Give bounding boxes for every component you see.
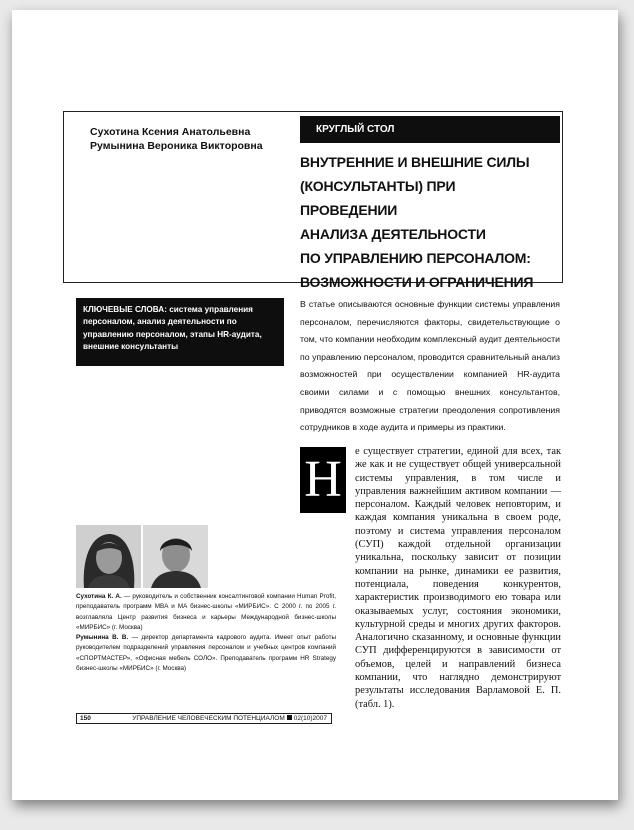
issue-number: 02(10)2007: [293, 715, 327, 722]
square-bullet-icon: [287, 715, 292, 720]
author-name: Румынина Вероника Викторовна: [90, 140, 263, 152]
title-line: АНАЛИЗА ДЕЯТЕЛЬНОСТИ: [300, 226, 486, 242]
title-line: ПО УПРАВЛЕНИЮ ПЕРСОНАЛОМ:: [300, 250, 531, 266]
drop-cap: Н: [300, 447, 346, 513]
bio-entry: [76, 633, 336, 674]
page-footer: [76, 713, 332, 724]
bio-text: — руководитель и собственник консалтинговой компании Human Profit, преподаватель программ MBA и MA бизнес-школы «МИРБИС». С 2000 г. по 2005 г. возглавляла Центр развития бизнеса и карьеры Международной бизнес-школы «МИРБИС» (г. Москва): [76, 593, 336, 631]
rubric-label: КРУГЛЫЙ СТОЛ: [300, 116, 560, 143]
bio-name: Сухотина К. А.: [76, 593, 122, 600]
title-line: ВОЗМОЖНОСТИ И ОГРАНИЧЕНИЯ: [300, 274, 534, 290]
body-column: [355, 445, 561, 711]
journal-name: УПРАВЛЕНИЕ ЧЕЛОВЕЧЕСКИМ ПОТЕНЦИАЛОМ: [132, 715, 285, 722]
author-photo-rumynina: [143, 525, 208, 588]
title-line: (КОНСУЛЬТАНТЫ) ПРИ ПРОВЕДЕНИИ: [300, 178, 456, 218]
title-line: ВНУТРЕННИЕ И ВНЕШНИЕ СИЛЫ: [300, 154, 530, 170]
bio-text: — директор департамента кадрового аудита. Имеет опыт работы руководителем подразделений управления персоналом и учебных центров компаний «СПОРТМАСТЕР», «Офисная мебель СОЛО». Преподаватель программ HR Strategy бизнес-школы «МИРБИС» (г. Москва): [76, 634, 336, 673]
body-paragraph: е существует стратегии, единой для всех, так же как и не существует общей универсальной системы управления, в том числе и управления важнейшим активом компании — персоналом. Каждый человек неповторим, и каждая компания уникальна в своем роде, поэтому и система управления персоналом (СУП) каждой отдельной организации уникальна, поскольку зависит от позиции компании на рынке, динамики ее развития, потенциала, поведения конкурентов, характеристик производимого ею товара или оказываемых услуг, состояния экономики, культурной среды и многих других факторов. Аналогично сказанному, и основные функции СУП дифференцируются в зависимости от объемов, целей и направлений бизнеса компании, что наглядно демонстрируют результаты исследования Варламовой Е. П. (табл. 1).: [355, 446, 561, 710]
bio-entry: [76, 592, 336, 633]
article-title: [300, 150, 555, 294]
author-photo-sukhotina: [76, 525, 141, 588]
bio-name: Румынина В. В.: [76, 634, 129, 642]
journal-info: [132, 714, 327, 723]
abstract-text: В статье описываются основные функции системы управления персоналом, перечисляются факторы, свидетельствующие о том, что компании необходим комплексный аудит деятельности по управлению персоналом, проводится сравнительный анализ возможностей при осуществлении компанией HR-аудита своими силами и с помощью внешних консультантов, приводятся возможные стратегии преодоления сопротивления сотрудников в ходе аудита и примеры из практики.: [300, 299, 560, 433]
author-bios: [76, 592, 336, 674]
keywords-box: КЛЮЧЕВЫЕ СЛОВА: система управления персоналом, анализ деятельности по управлению персоналом, этапы HR-аудита, внешние консультанты: [76, 298, 284, 366]
authors-block: [90, 125, 263, 153]
page-number: 150: [80, 715, 91, 722]
author-name: Сухотина Ксения Анатольевна: [90, 126, 251, 138]
